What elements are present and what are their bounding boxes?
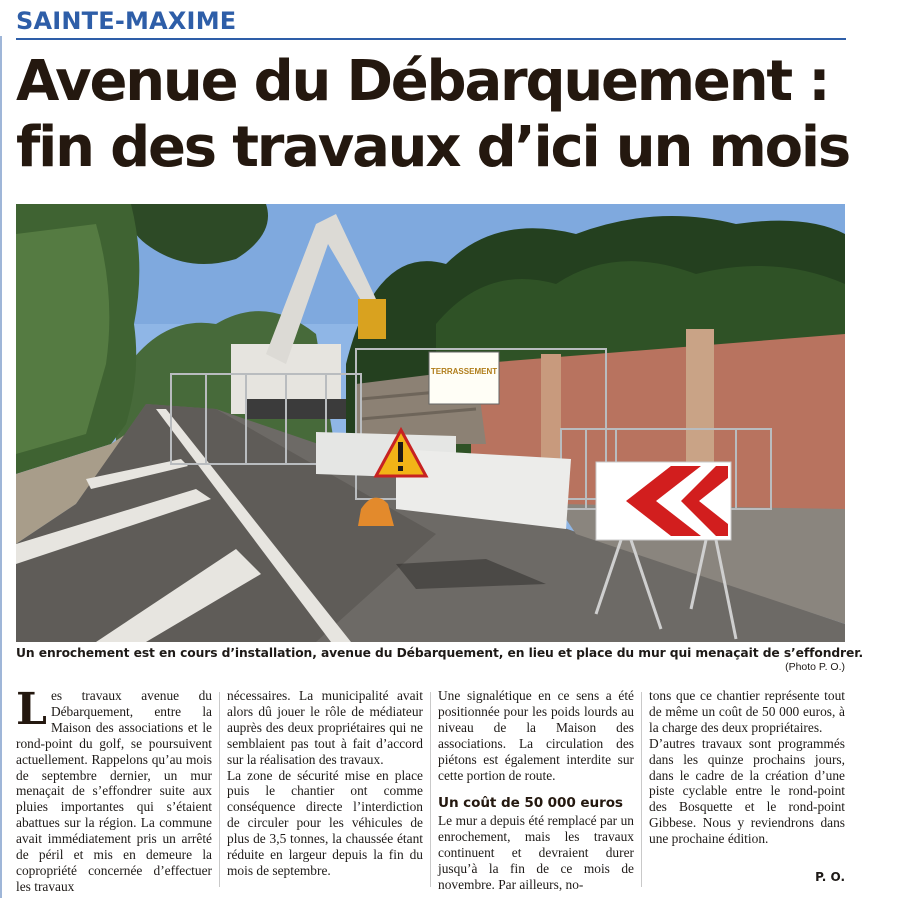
terrassement-sign-text: TERRASSEMENT [430,367,498,376]
column-1-text: es travaux avenue du Débarquement, entre la Maison des associations et le rond-point du golf, se poursuivent actuellement. Rappelons qu’au mois de septembre dernier, un mur menaçait de s’effondrer suite aux pluies importantes qui s’étaient abattues sur la région. La commune avait immédiatement pris un arrêté de péril et mis en demeure la copropriété concernée d’effectuer les travaux [16,688,212,894]
column-3-text-a: Une signalétique en ce sens a été positionnée pour les poids lourds au niveau de la Maison des associations. La circulation des piétons est également interdite sur cette portion de route. [438,688,634,783]
column-4-text-a: tons que ce chantier représente tout de même un coût de 50 000 euros, à la charge des deux propriétaires. [649,688,845,735]
drop-cap: L [16,684,47,735]
photo-credit: (Photo P. O.) [785,661,845,673]
section-rule [16,38,846,40]
article-subheading: Un coût de 50 000 euros [438,795,623,812]
article-column-1 [16,684,212,895]
photo-illustration [16,204,845,642]
section-label: SAINTE-MAXIME [16,7,237,35]
headline-line-2: fin des travaux d’ici un mois [16,115,849,180]
article-photo [16,204,845,642]
photo-caption: Un enrochement est en cours d’installation, avenue du Débarquement, en lieu et place du mur qui menaçait de s’effondrer. [16,646,864,660]
author-signature: P. O. [815,870,845,884]
headline-line-1: Avenue du Débarquement : [16,49,829,114]
column-divider [430,692,431,887]
article-column-2 [227,688,423,879]
column-2-text-b: La zone de sécurité mise en place puis le chantier ont comme conséquence directe l’interdiction de circuler pour les véhicules de plus de 3,5 tonnes, la chaussée étant réduite en largeur depuis la fin du mois de septembre. [227,767,423,878]
column-4-text-b: D’autres travaux sont programmés dans les quinze prochains jours, dans le cadre de la création d’une piste cyclable entre le rond-point des Bosquette et le rond-point Gibbese. Nous y reviendrons dans une prochaine édition. [649,735,845,847]
left-margin-rule [0,36,2,898]
column-divider [641,692,642,887]
article-column-4 [649,688,845,847]
article-column-3 [438,688,634,893]
column-2-text-a: nécessaires. La municipalité avait alors dû jouer le rôle de médiateur auprès des deux propriétaires qui ne semblaient pas tout à fait d’accord sur la réalisation des travaux. [227,688,423,767]
article-paragraph-1 [16,684,212,895]
column-3-text-b: Le mur a depuis été remplacé par un enrochement, mais les travaux continuent et devraient durer jusqu’à la fin de ce mois de novembre. Par ailleurs, no- [438,813,634,893]
headline [16,49,876,181]
column-divider [219,692,220,887]
